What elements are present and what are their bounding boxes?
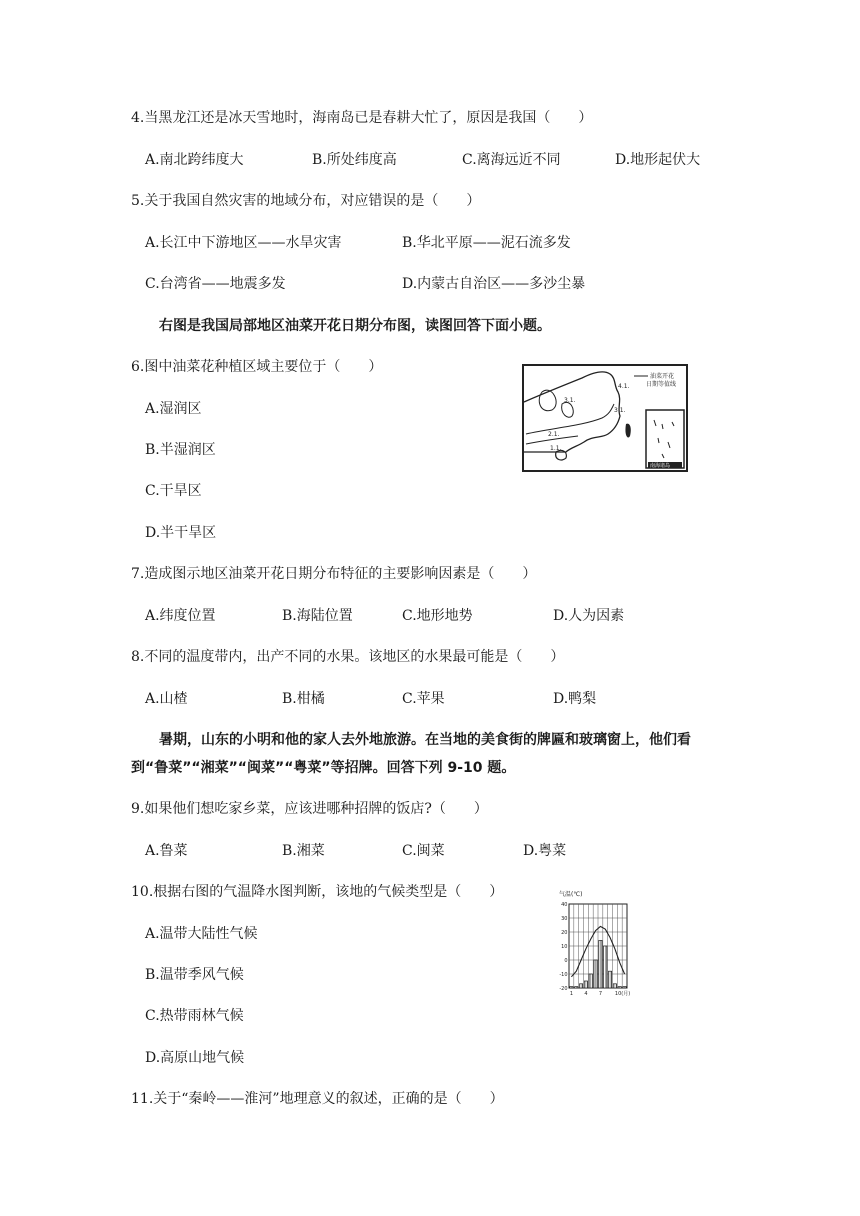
q10-option-a: A.温带大陆性气候: [145, 926, 258, 942]
q5-stem: 5.关于我国自然灾害的地域分布，对应错误的是（ ）: [131, 193, 481, 209]
y-tick-label: 10: [561, 944, 568, 950]
q10-option-b: B.温带季风气候: [145, 967, 244, 983]
q11-stem: 11.关于“秦岭——淮河”地理意义的叙述，正确的是（ ）: [131, 1091, 504, 1107]
passage-intro-trip-line2: 到“鲁菜”“湘菜”“闽菜”“粤菜”等招牌。回答下列 9-10 题。: [131, 760, 516, 776]
legend-label-2: 日期等值线: [646, 381, 677, 388]
q7-stem: 7.造成图示地区油菜开花日期分布特征的主要影响因素是（ ）: [131, 566, 537, 582]
isoline-label: 1.1.: [550, 445, 562, 452]
isoline-label: 2.1.: [548, 431, 560, 438]
q4-stem: 4.当黑龙江还是冰天雪地时，海南岛已是春耕大忙了，原因是我国（ ）: [131, 110, 593, 126]
passage-intro-map: 右图是我国局部地区油菜开花日期分布图，读图回答下面小题。: [159, 318, 551, 334]
q6-option-a: A.湿润区: [145, 401, 202, 417]
q7-option-b: B.海陆位置: [282, 608, 353, 624]
y-tick-label: -10: [559, 972, 568, 978]
legend-label-1: 油菜开花: [650, 373, 675, 380]
q6-stem: 6.图中油菜花种植区域主要位于（ ）: [131, 359, 383, 375]
q7-option-d: D.人为因素: [553, 608, 625, 624]
south-sea-inset: [646, 410, 684, 468]
q8-option-a: A.山楂: [145, 691, 188, 707]
q7-option-a: A.纬度位置: [145, 608, 216, 624]
q9-option-d: D.粤菜: [523, 843, 567, 859]
q5-option-d: D.内蒙古自治区——多沙尘暴: [402, 276, 586, 292]
y-tick-label: 0: [564, 958, 568, 964]
q10-stem: 10.根据右图的气温降水图判断，该地的气候类型是（ ）: [131, 884, 504, 900]
climate-chart: [555, 888, 635, 1000]
y-tick-label: 40: [561, 902, 568, 908]
x-tick-label: 7: [598, 991, 603, 997]
isoline-label: 3.1.: [564, 397, 576, 404]
q9-stem: 9.如果他们想吃家乡菜，应该进哪种招牌的饭店?（ ）: [131, 801, 488, 817]
q8-option-d: D.鸭梨: [553, 691, 597, 707]
q8-stem: 8.不同的温度带内，出产不同的水果。该地区的水果最可能是（ ）: [131, 649, 565, 665]
chart-y-title: 气温(℃): [559, 891, 583, 898]
q9-option-a: A.鲁菜: [145, 843, 188, 859]
q4-option-d: D.地形起伏大: [615, 152, 701, 168]
q6-option-d: D.半干旱区: [145, 525, 217, 541]
q6-option-b: B.半湿润区: [145, 442, 216, 458]
x-tick-label: 1: [569, 991, 574, 997]
q8-option-c: C.苹果: [402, 691, 445, 707]
q9-option-c: C.闽菜: [402, 843, 445, 859]
taiwan-island: [625, 424, 630, 438]
q5-option-c: C.台湾省——地震多发: [145, 276, 286, 292]
passage-intro-trip-line1: 暑期，山东的小明和他的家人去外地旅游。在当地的美食街的牌匾和玻璃窗上，他们看: [159, 732, 691, 748]
y-tick-label: 30: [561, 916, 568, 922]
q9-option-b: B.湘菜: [282, 843, 325, 859]
q10-option-c: C.热带雨林气候: [145, 1008, 244, 1024]
q8-option-b: B.柑橘: [282, 691, 325, 707]
q5-option-b: B.华北平原——泥石流多发: [402, 235, 571, 251]
q4-option-a: A.南北跨纬度大: [145, 152, 244, 168]
q10-option-d: D.高原山地气候: [145, 1050, 245, 1066]
q6-option-c: C.干旱区: [145, 483, 202, 499]
q4-option-c: C.离海远近不同: [462, 152, 561, 168]
q7-option-c: C.地形地势: [402, 608, 473, 624]
q4-option-b: B.所处纬度高: [312, 152, 397, 168]
y-tick-label: 20: [561, 930, 568, 936]
inset-label: 南海诸岛: [650, 463, 671, 469]
isoline-label: 4.1.: [618, 383, 630, 390]
isoline-label: 3.1.: [614, 407, 626, 414]
q5-option-a: A.长江中下游地区——水旱灾害: [145, 235, 342, 251]
x-tick-label: 4: [584, 991, 588, 997]
x-tick-label: 10(月): [614, 991, 631, 997]
rapeseed-bloom-map: [522, 364, 688, 472]
y-tick-label: -20: [559, 986, 568, 992]
